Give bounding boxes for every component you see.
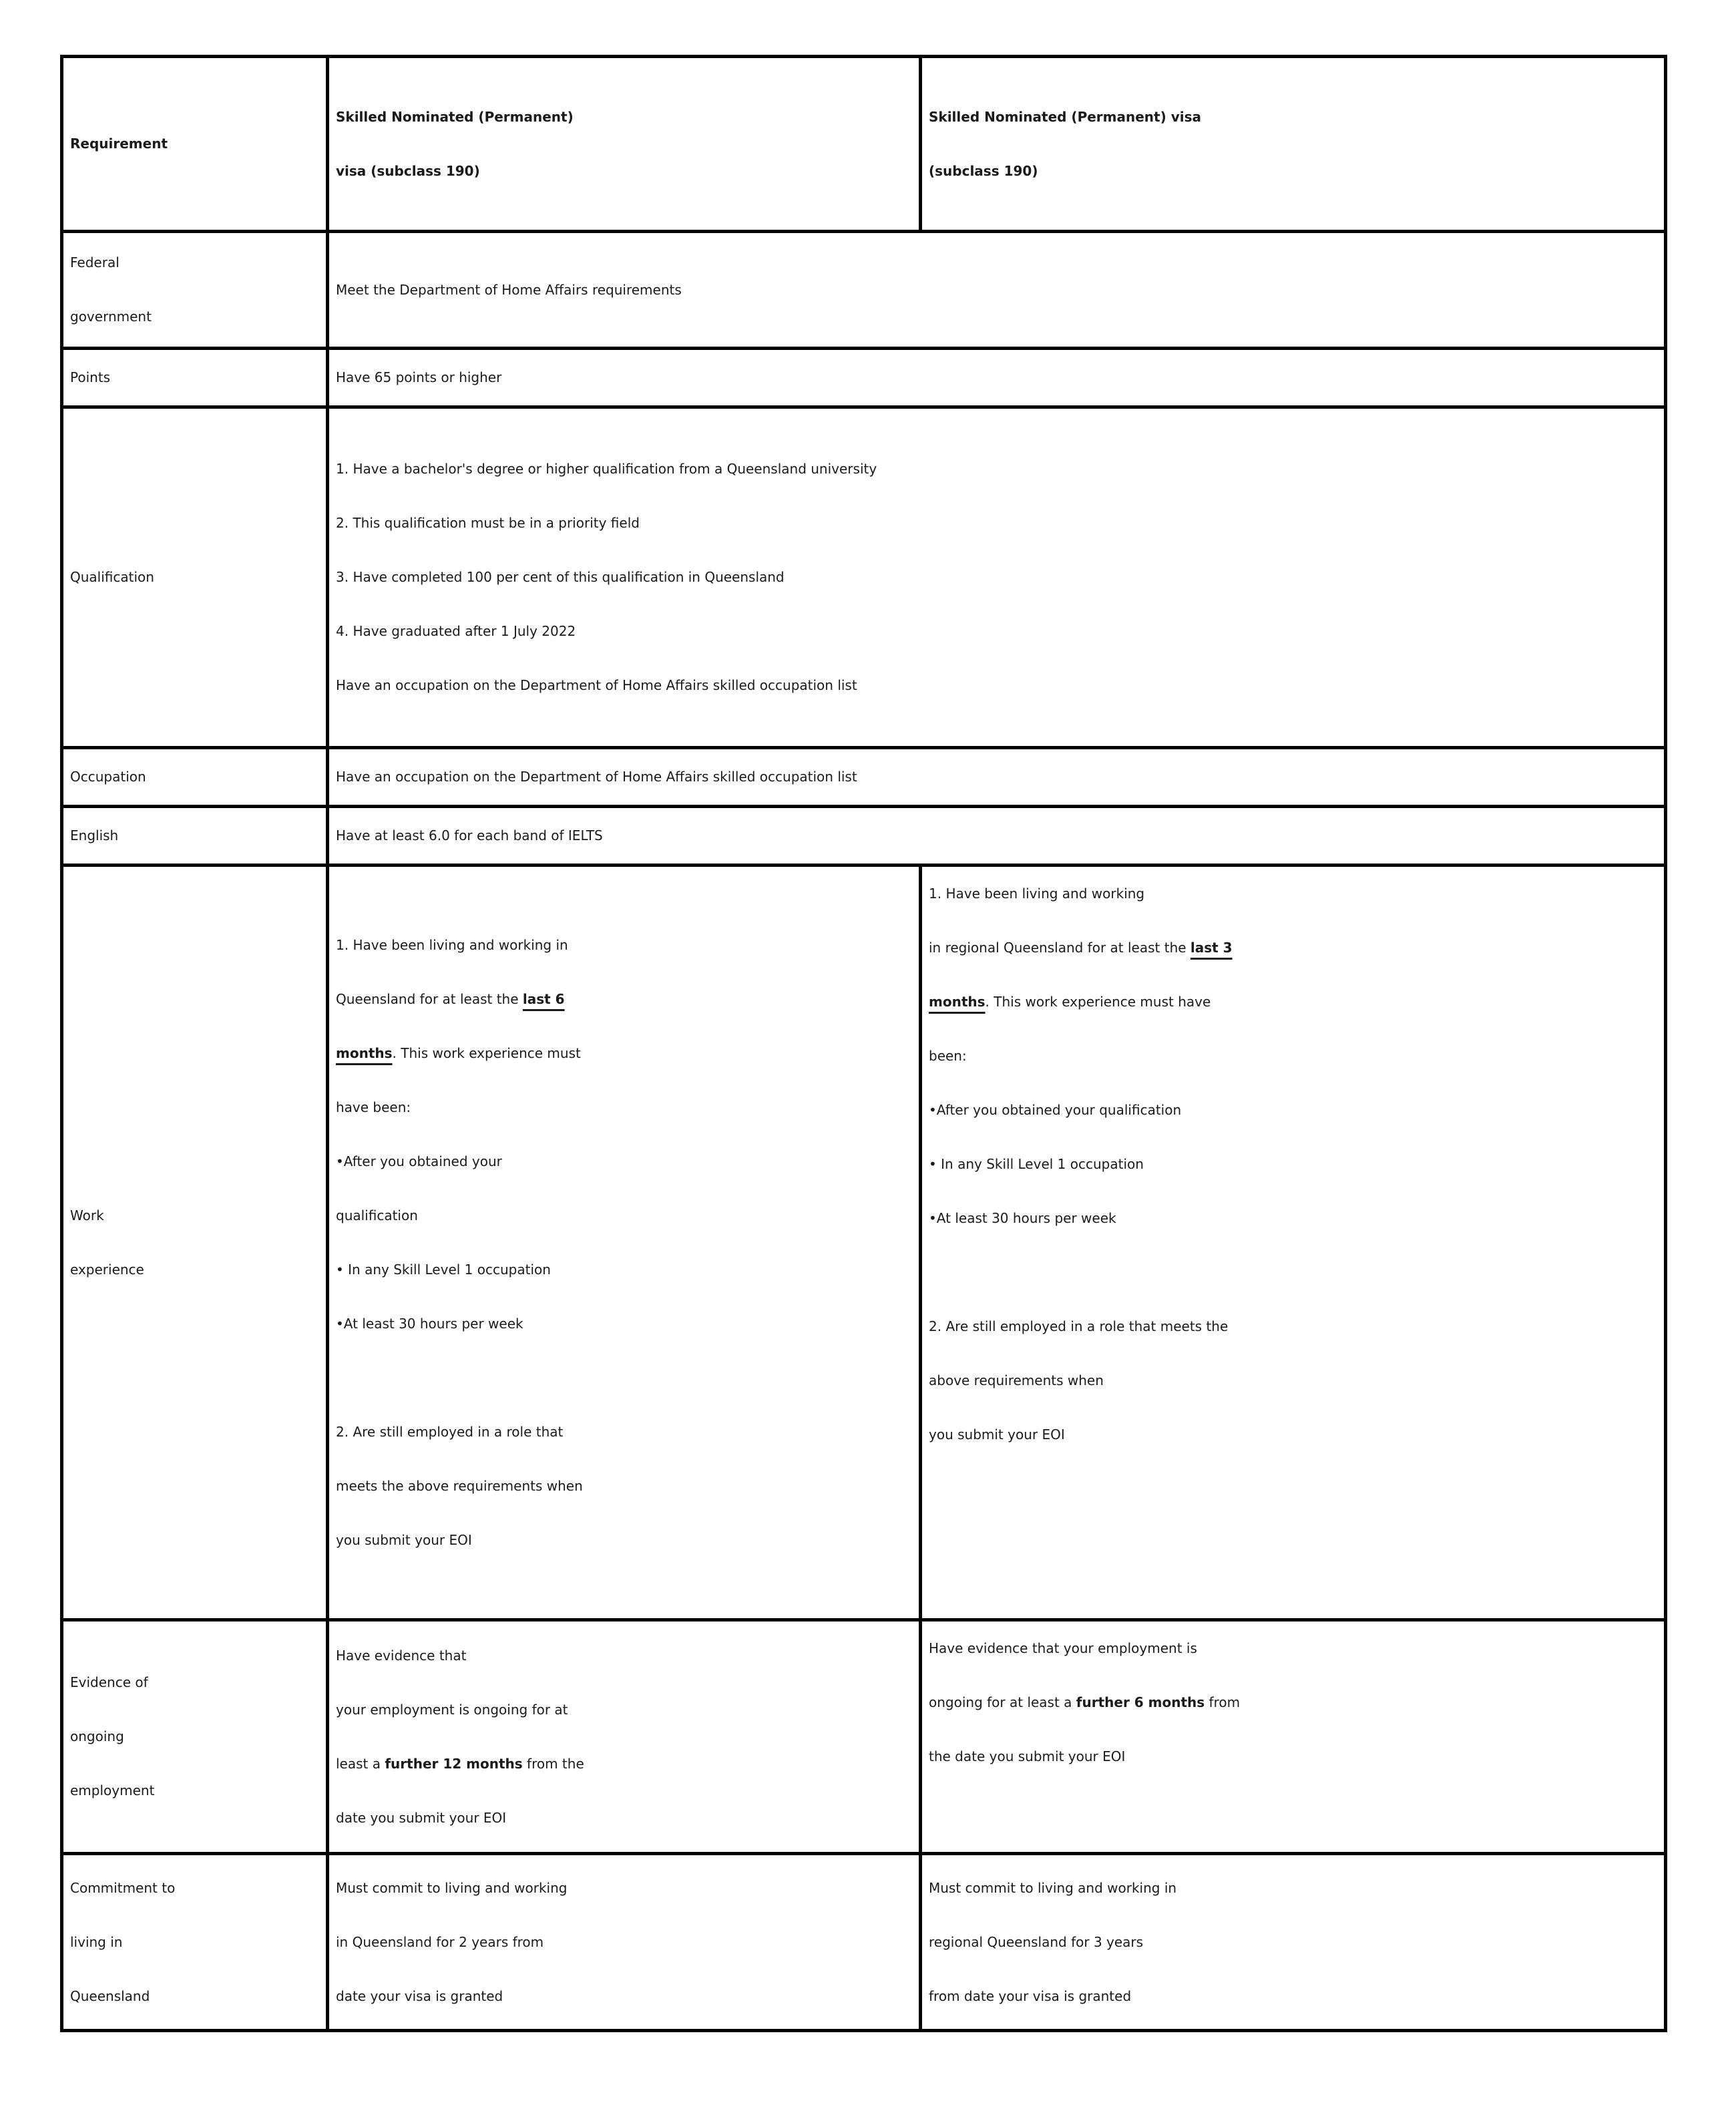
- label-line: Federal: [70, 254, 120, 270]
- row-work-experience: [62, 866, 1666, 1620]
- text-fragment: least a: [336, 1755, 385, 1772]
- qualification-item: Have an occupation on the Department of Home Affairs skilled occupation list: [336, 677, 857, 693]
- bullet-line: • In any Skill Level 1 occupation: [929, 1156, 1144, 1172]
- bullet-line: •After you obtained your qualification: [929, 1102, 1182, 1118]
- text-line: your employment is ongoing for at: [336, 1701, 568, 1718]
- commitment-col1: [328, 1854, 921, 2031]
- text-line: [336, 1026, 915, 1081]
- label-federal: [62, 232, 328, 349]
- qualification-item: 4. Have graduated after 1 July 2022: [336, 623, 576, 639]
- text-line: Must commit to living and working in: [929, 1879, 1177, 1896]
- text-line: meets the above requirements when: [336, 1477, 583, 1494]
- text-line: date your visa is granted: [336, 1987, 503, 2004]
- row-qualification: [62, 407, 1666, 748]
- header-col1-line: visa (subclass 190): [336, 162, 480, 179]
- text-fragment: ongoing for at least a: [929, 1694, 1076, 1710]
- text-fragment: Queensland for at least the: [336, 990, 523, 1007]
- text-line: date you submit your EOI: [336, 1809, 507, 1826]
- label-line: Evidence of: [70, 1674, 148, 1690]
- text-line: 1. Have been living and working in: [336, 936, 568, 953]
- value-text: Have 65 points or higher: [336, 369, 502, 385]
- text-line: 2. Are still employed in a role that: [336, 1423, 564, 1440]
- label-occupation: [62, 748, 328, 807]
- label-line: employment: [70, 1782, 155, 1798]
- evidence-col1: [328, 1620, 921, 1854]
- header-col1-line: Skilled Nominated (Permanent): [336, 108, 574, 125]
- emphasis-duration: last 6: [522, 990, 565, 1007]
- bullet-line: •At least 30 hours per week: [929, 1210, 1116, 1226]
- text-line: have been:: [336, 1099, 411, 1115]
- label-line: Work: [70, 1207, 104, 1223]
- bullet-line: •After you obtained your: [336, 1153, 502, 1169]
- text-line: above requirements when: [929, 1372, 1104, 1388]
- label-line: experience: [70, 1261, 144, 1278]
- header-col2: [921, 57, 1666, 232]
- bullet-line: •At least 30 hours per week: [336, 1315, 523, 1332]
- emphasis-duration: further 12 months: [385, 1755, 523, 1772]
- evidence-col2: [921, 1620, 1666, 1854]
- text-line: [336, 1737, 915, 1791]
- text-line: 1. Have been living and working: [929, 886, 1145, 902]
- text-line: 2. Are still employed in a role that meets the: [929, 1318, 1229, 1334]
- header-row: [62, 57, 1666, 232]
- text-line: in Queensland for 2 years from: [336, 1933, 544, 1950]
- row-federal: [62, 232, 1666, 349]
- text-line: [929, 921, 1660, 975]
- value-occupation: [328, 748, 1666, 807]
- value-federal: [328, 232, 1666, 349]
- label-work-experience: [62, 866, 328, 1620]
- header-col2-line: Skilled Nominated (Permanent) visa: [929, 108, 1201, 125]
- text-line: from date your visa is granted: [929, 1987, 1132, 2004]
- label-line: English: [70, 827, 119, 843]
- text-fragment: in regional Queensland for at least the: [929, 940, 1190, 956]
- label-english: [62, 807, 328, 866]
- label-line: Qualification: [70, 569, 154, 585]
- label-line: living in: [70, 1933, 123, 1950]
- text-line: regional Queensland for 3 years: [929, 1933, 1144, 1950]
- label-points: [62, 349, 328, 407]
- label-line: Occupation: [70, 769, 146, 785]
- bullet-line: • In any Skill Level 1 occupation: [336, 1261, 551, 1278]
- text-line: [336, 972, 915, 1026]
- emphasis-duration: months: [929, 994, 986, 1010]
- header-col2-line: (subclass 190): [929, 162, 1038, 179]
- label-line: government: [70, 309, 152, 325]
- emphasis-duration: further 6 months: [1076, 1694, 1205, 1710]
- header-col1: [328, 57, 921, 232]
- text-fragment: . This work experience must have: [985, 994, 1211, 1010]
- label-line: ongoing: [70, 1728, 124, 1744]
- label-qualification: [62, 407, 328, 748]
- spacer: [336, 1351, 915, 1405]
- text-line: [929, 1676, 1660, 1730]
- text-fragment: from the: [522, 1755, 584, 1772]
- value-text: Meet the Department of Home Affairs requirements: [336, 281, 682, 298]
- text-line: [929, 975, 1660, 1029]
- text-line: you submit your EOI: [336, 1531, 472, 1548]
- text-line: Have evidence that: [336, 1647, 467, 1664]
- text-fragment: . This work experience must: [392, 1044, 581, 1061]
- spacer: [929, 1246, 1660, 1300]
- qualification-item: 2. This qualification must be in a priority field: [336, 515, 640, 531]
- work-experience-col1: [328, 866, 921, 1620]
- requirements-table: [60, 55, 1667, 2032]
- value-text: Have an occupation on the Department of Home Affairs skilled occupation list: [336, 769, 857, 785]
- qualification-item: 1. Have a bachelor's degree or higher qualification from a Queensland university: [336, 461, 877, 477]
- label-line: Queensland: [70, 1987, 150, 2004]
- qualification-item: 3. Have completed 100 per cent of this qualification in Queensland: [336, 569, 785, 585]
- label-evidence: [62, 1620, 328, 1854]
- bullet-line: qualification: [336, 1207, 418, 1223]
- text-line: you submit your EOI: [929, 1426, 1065, 1443]
- commitment-col2: [921, 1854, 1666, 2031]
- row-occupation: [62, 748, 1666, 807]
- row-evidence: [62, 1620, 1666, 1854]
- value-points: [328, 349, 1666, 407]
- emphasis-duration: months: [336, 1044, 393, 1061]
- label-line: Points: [70, 369, 111, 385]
- text-line: Have evidence that your employment is: [929, 1640, 1197, 1656]
- text-fragment: from: [1205, 1694, 1241, 1710]
- row-points: [62, 349, 1666, 407]
- text-line: been:: [929, 1048, 967, 1064]
- row-commitment: [62, 1854, 1666, 2031]
- row-english: [62, 807, 1666, 866]
- emphasis-duration: last 3: [1190, 940, 1233, 956]
- text-line: Must commit to living and working: [336, 1879, 568, 1896]
- text-line: the date you submit your EOI: [929, 1748, 1126, 1764]
- value-qualification: [328, 407, 1666, 748]
- work-experience-col2: [921, 866, 1666, 1620]
- header-requirement-text: Requirement: [70, 136, 168, 152]
- value-text: Have at least 6.0 for each band of IELTS: [336, 827, 603, 843]
- header-requirement: [62, 57, 328, 232]
- value-english: [328, 807, 1666, 866]
- label-commitment: [62, 1854, 328, 2031]
- label-line: Commitment to: [70, 1879, 176, 1896]
